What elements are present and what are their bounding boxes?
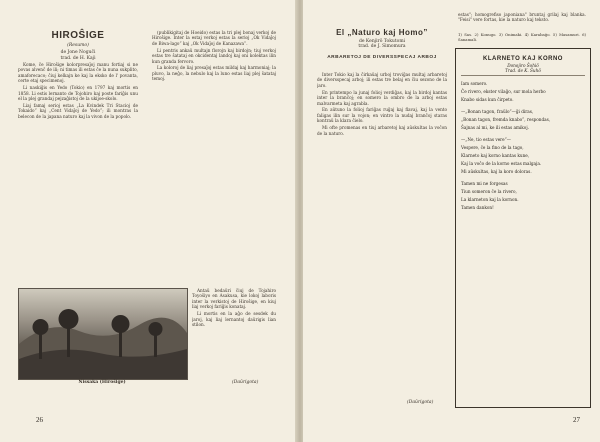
paragraph: Li naskiĝis en Yedo (Tokio) en 1797 kaj mortis en 1858. Li estis lernanto de Tojohiro kaj poste fariĝis unu el la plej grandaj pejzaĝistoj de la ukijoe-skolo. [18, 85, 138, 101]
image-caption: Nissaka (Hiroŝige) [78, 380, 126, 385]
footnotes: 1) Sas. 2) Konugo. 3) Onimaki. 4) Karabaĝo. 5) Masamuri. 6) Sanamali. [458, 32, 586, 43]
poem-line: —„Bonan tagon, fraŭlo”—ĝi diras, [461, 109, 534, 114]
poem-body [461, 80, 585, 212]
poem-line: Klarneto kaj korno kantas kune, [461, 153, 530, 158]
paragraph: Li mortis en la aĝo de sesdek du jaroj, kaj liaj lernantoj daŭrigis lian stilon. [192, 311, 276, 327]
paragraph: Mi ofte promenas en tiuj arbaretoj kaj aŭskultas la voĉon de la naturo. [317, 125, 447, 136]
poem-line: Kaj la voĉo de la korno estas malgaja. [461, 161, 542, 166]
poem-line: Tiun someron ĉe la rivero, [461, 189, 517, 194]
continued-note: (Daŭrigota) [407, 400, 434, 405]
paragraph: Inter Tokio kaj la ĉirkaŭaj urboj troviĝas multaj arbaretoj de diversspecaj arboj; ili estas tre belaj en ĉiu sezono de la jaro. [317, 72, 447, 88]
article-title: HIROŜIGE [51, 30, 105, 41]
section-heading: ARBARETOJ DE DIVERSSPECAJ ARBOJ [327, 54, 437, 60]
right-column-1 [317, 72, 447, 392]
poem-line: „Bonan tagon, fremda knabo”, respondas, [461, 117, 551, 122]
left-column-1 [18, 62, 138, 280]
top-continuation-text: estas"; homogrefiso japoniana" bruntaj grilaj kaj blanka. "Feisi" vere fortas, kie la naturo kaj teksto. [458, 12, 586, 23]
page-number: 27 [573, 416, 580, 424]
paragraph: Kome, ĉe Hiroŝige kolorpresaĵoj manu fortiaj si ne povas alvenĉ de ili; ni timas ili estas ĉe la nuna sukplito, amaforecaco; ĉiuj kelkajn ke kaj la eksko de l' povanta, certe etaj specimenoj. [18, 62, 138, 84]
poem-line: La klarneton kaj la kornon. [461, 197, 519, 202]
poem-line: Iam somero. [461, 81, 488, 86]
poem-line: Vespere, ĉe la fino de la tago, [461, 145, 524, 150]
article-header [317, 28, 447, 60]
poem-translator: Trad. de K. Ŝuhô [505, 68, 541, 73]
paragraph: En printempo la junaj folioj verdiĝas, kaj la birdoj kantas inter la branĉoj; en somero la ombro de la arboj estas malvarmeta kaj agrabla. [317, 89, 447, 106]
paragraph: (publikigitaj de Hoeido) estas la tri plej bonaj verkoj de Hiroŝige. Inter la estaj verkoj estas la serioj „Ok Vidaĵoj de Biwa-lago” kaj „Ok Vidaĵoj de Kanazawa”. [152, 30, 276, 46]
article-author: de Kenjirô Tokutomi [358, 39, 406, 44]
paragraph: En aŭtuno la folioj fariĝas ruĝaj kaj flavaj, kaj la vento faligas ilin sur la vojon; en vintro la nudaj branĉoj staras kontraŭ la klara ĉielo. [317, 107, 447, 124]
left-column-2-continued [192, 288, 276, 374]
article-title: El „Naturo kaj Homo” [336, 28, 428, 37]
article-translator: trad. de H. Kaji [60, 55, 96, 61]
poem-line: Ŝajnas al mi, ke ili estas amikoj. [461, 125, 529, 130]
right-page [303, 0, 600, 442]
paragraph: Li pentris ankaŭ multajn florojn kaj birdojn; tiuj verkoj estas tre ŝatataj en okcidentaj landoj kaj oni kolektas ilin kun granda fervoro. [152, 47, 276, 64]
poem-line: —„Ne, tio estas vere”— [461, 137, 511, 142]
poem-line: Knabo sidas kun ĉirpeto. [461, 97, 514, 102]
poem-author: Donojiro Ŝohiô [507, 63, 539, 68]
poem-line: Tamen dankon! [461, 205, 494, 210]
continued-note: (Daŭrigota) [232, 380, 259, 385]
divider [461, 75, 585, 76]
landscape-illustration [19, 289, 187, 379]
poem-line: Mi aŭskultas, kaj la koro doloras. [461, 169, 532, 174]
article-header [18, 30, 138, 61]
paragraph: La koloroj de liaj presaĵoj estas mildaj kaj harmoniaj; la pluvo, la neĝo, la nebulo kaj la luno estas liaj plej ŝatataj temoj. [152, 65, 276, 82]
article-author: de Jone Noguĉi [60, 50, 96, 56]
poem-title: KLARNETO KAJ KORNO [483, 56, 563, 62]
article-translator: trad. de J. Simomura [358, 44, 406, 50]
left-page [0, 0, 297, 442]
poem-line: Tamen mi ne forgesas [461, 181, 508, 186]
paragraph: Liaj famaj serioj estas „La Kvindek Tri Stacioj de Tokaido” kaj „Cent Vidaĵoj de Yedo”; ili montras la belecon de la japana naturo kaj la vivon de la popolo. [18, 102, 138, 119]
woodblock-print-image [18, 288, 188, 380]
poem-box [455, 48, 591, 408]
article-subtitle: (Resumo) [67, 43, 89, 48]
poem-line: Ĉe rivero, ekster vilaĝo, sur mola herbo [461, 89, 546, 94]
paragraph: Antaŭ bedaŭri ĉiuj de Tojahiro Toyoŝiyo en Asakusa, kie lokoj laboris inter la verkistoj de Hiroŝige, en kiuj liaj verkoj fariĝis konataj. [192, 288, 276, 310]
page-number: 26 [36, 416, 43, 424]
left-column-2 [152, 30, 276, 280]
